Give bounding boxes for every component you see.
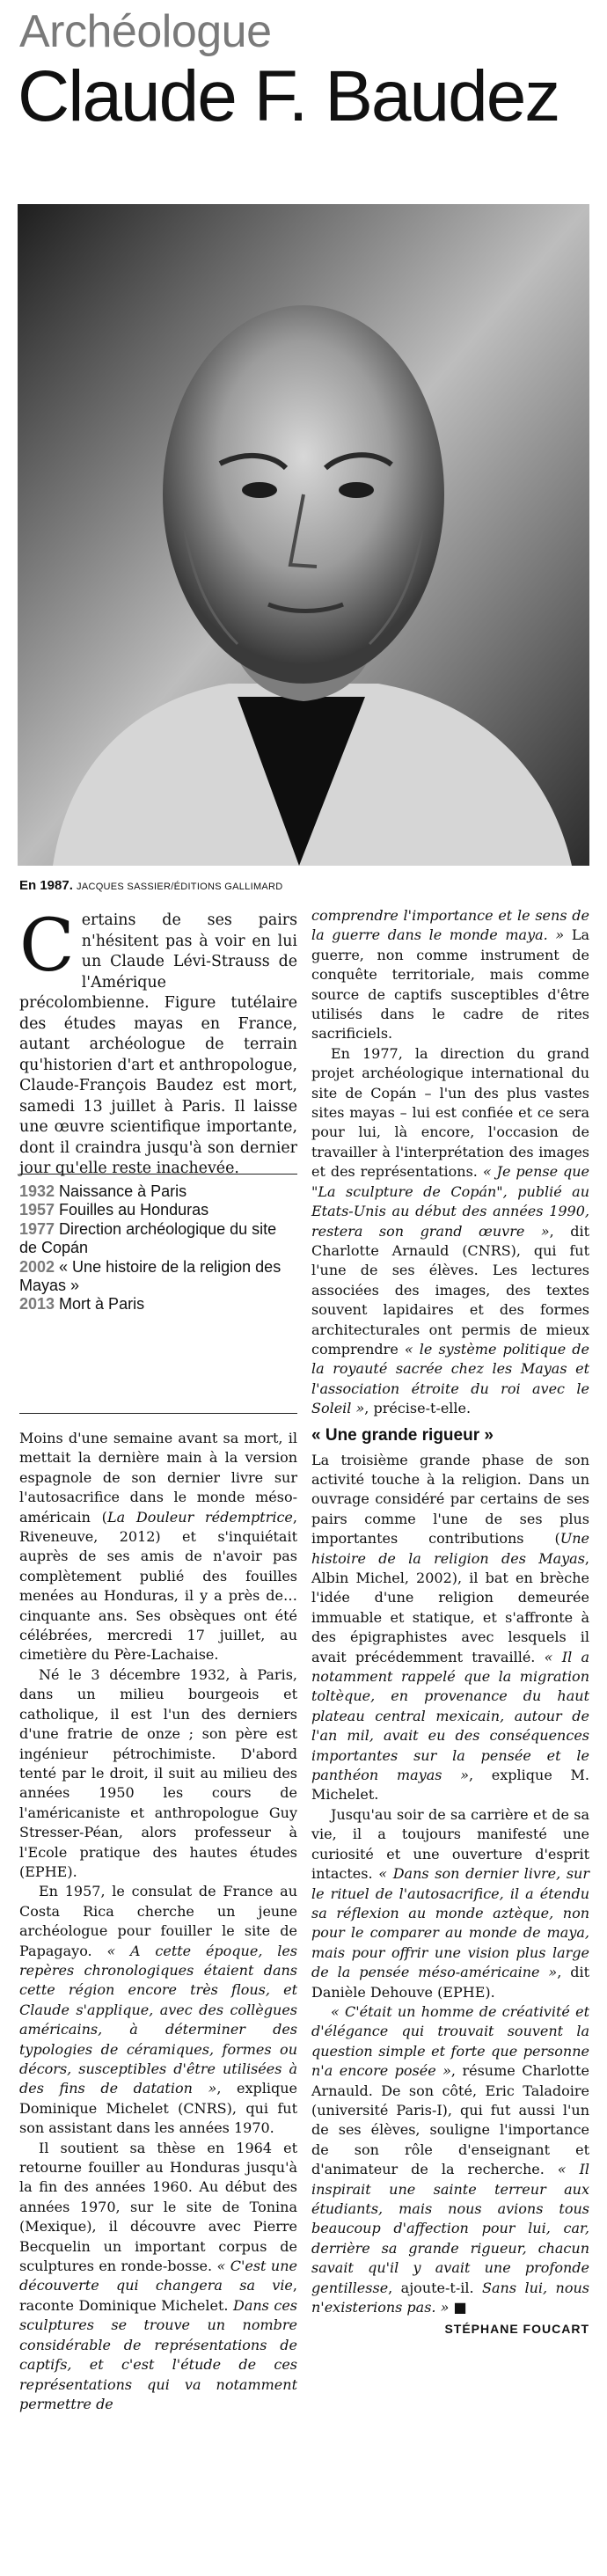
timeline-event: Naissance à Paris <box>55 1182 187 1200</box>
body-paragraph: Moins d'une semaine avant sa mort, il mettait la dernière main à la version espagnole de son dernier livre sur l'autosacrifice dans le monde méso-américain (La Douleur rédemptrice, Riveneuve, 2012) et s'inquiétait auprès de ses amis de n'avoir pas complètement publié des fouilles menées au Honduras, il y a près de… cinquante ans. Ses obsèques ont été célébrées, mercredi 17 juillet, au cimetière du Père-Lachaise. <box>19 1430 297 1664</box>
body-column-right <box>311 906 589 2339</box>
timeline <box>19 1182 297 1314</box>
subhead: « Une grande rigueur » <box>311 1425 494 1445</box>
kicker: Archéologue <box>19 6 272 57</box>
headline: Claude F. Baudez <box>18 56 559 136</box>
body-paragraph: En 1957, le consulat de France au Costa Rica cherche un jeune archéologue pour fouiller le site de Papagayo. « A cette époque, les repères chronologiques étaient dans cette région encore très flous, et Claude s'applique, avec des collègues américains, à déterminer des typologies de céramiques, formes ou décors, susceptibles d'être utilisées à des fins de datation », explique Dominique Michelet (CNRS), qui fut son assistant dans les années 1970. <box>19 1883 297 2137</box>
timeline-event: Fouilles au Honduras <box>55 1201 209 1219</box>
timeline-top-rule <box>19 1174 297 1175</box>
body-paragraph: La troisième grande phase de son activité touche à la religion. Dans un ouvrage considéré par certains de ses pairs comme l'une de ses plus importantes contributions (Une histoire de la religion des Mayas, Albin Michel, 2002), il bat en brèche l'idée d'une religion demeurée immuable et statique, et s'affronte à des épigraphistes avec lesquels il avait précédemment travaillé. « Il a notamment rappelé que la migration toltèque, en provenance du haut plateau central mexicain, autour de l'an mil, avait eu des conséquences importantes sur la pensée et le panthéon mayas », explique M. Michelet. <box>311 1451 590 1804</box>
timeline-entry <box>19 1295 297 1314</box>
body-paragraph: comprendre l'importance et le sens de la guerre dans le monde maya. » La guerre, non comme instrument de conquête territoriale, mais comme source de captifs susceptibles d'être utilisés dans le cadre de rites sacrificiels. <box>311 907 589 1043</box>
timeline-year: 1977 <box>19 1219 55 1238</box>
drop-cap: C <box>19 904 75 988</box>
body-paragraph: Jusqu'au soir de sa carrière et de sa vie, il a toujours manifesté une curiosité et une ouverture d'esprit intactes. « Dans son dernier livre, sur le rituel de l'autosacrifice, il a étendu sa réflexion au monde aztèque, non pour le comparer au monde de maya, mais pour offrir une vision plus large de la pensée méso-américaine », dit Danièle Dehouve (EPHE). <box>311 1805 589 2001</box>
body-right-part-a <box>311 906 589 1419</box>
body-column-left <box>19 1429 297 2414</box>
author-signature: STÉPHANE FOUCART <box>444 2322 589 2337</box>
body-paragraph: « C'était un homme de créativité et d'élégance qui trouvait souvent la question simple et forte que personne n'a encore posée », résume Charlotte Arnauld. De son côté, Eric Taladoire (université Paris-I), qui fut aussi l'un de ses élèves, souligne l'importance de son rôle d'enseignant et d'animateur de la recherche. « Il inspirait une sainte terreur aux étudiants, mais nous avions tous beaucoup d'affection pour lui, car, derrière sa grande rigueur, chacun savait qu'il y avait une profonde gentillesse, ajoute-t-il. Sans lui, nous n'existerions pas. » ■ <box>311 2002 590 2316</box>
timeline-year: 2013 <box>19 1295 55 1314</box>
timeline-year: 1957 <box>19 1201 55 1219</box>
photo-caption <box>19 878 591 893</box>
lead-paragraph <box>19 904 297 1180</box>
timeline-event: « Une histoire de la religion des Mayas » <box>19 1257 282 1295</box>
timeline-event: Direction archéologique du site de Copán <box>19 1219 277 1257</box>
lead-text: ertains de ses pairs n'hésitent pas à voir en lui un Claude Lévi-Strauss de l'Amérique précolombienne. Figure tutélaire des études mayas en France, autant archéologue de terrain qu'historien d'art et anthropologue, Claude-François Baudez est mort, samedi 13 juillet à Paris. Il laisse une œuvre scientifique importante, dont il craindra jusqu'à son dernier jour qu'elle reste inachevée. <box>19 911 297 1177</box>
timeline-bottom-rule <box>19 1413 297 1414</box>
timeline-entry <box>19 1201 297 1219</box>
timeline-entry <box>19 1258 297 1296</box>
body-paragraph: Il soutient sa thèse en 1964 et retourne fouiller au Honduras jusqu'à la fin des années 1960. Au début des années 1970, sur le site de Tonina (Mexique), il découvre avec Pierre Becquelin un important corpus de sculptures en ronde-bosse. « C'est une découverte qui changera sa vie, raconte Dominique Michelet. Dans ces sculptures se trouve un nombre considérable de représentations de captifs, et c'est l'étude de ces représentations qui va notamment permettre de <box>19 2139 297 2412</box>
caption-date: En 1987. <box>19 878 73 893</box>
timeline-entry <box>19 1182 297 1201</box>
timeline-entry <box>19 1220 297 1258</box>
timeline-event: Mort à Paris <box>55 1295 145 1314</box>
body-paragraph: En 1977, la direction du grand projet archéologique international du site de Copán – l'un des plus vastes sites mayas – lui est confiée et ce sera pour lui, là encore, l'occasion de travailler à l'interprétation des images et des représentations. « Je pense que "La sculpture de Copán", publié au Etats-Unis au début des années 1990, restera son grand œuvre », dit Charlotte Arnauld (CNRS), qui fut l'une de ses élèves. Les lectures associées des images, des textes souvent lapidaires et des formes architecturales ont permis de mieux comprendre « le système politique de la royauté sacrée chez les Mayas et l'association étroite du roi avec le Soleil », précise-t-elle. <box>311 1044 590 1417</box>
body-right-part-b <box>311 1451 589 2318</box>
timeline-year: 2002 <box>19 1257 55 1276</box>
timeline-year: 1932 <box>19 1182 55 1200</box>
portrait-photo <box>18 204 589 866</box>
body-paragraph: Né le 3 décembre 1932, à Paris, dans un milieu bourgeois et catholique, il est l'un des derniers d'une fratrie de onze ; son père est ingénieur pétrochimiste. D'abord tenté par le droit, il suit au milieu des années 1950 les cours de l'américaniste et anthropologue Guy Stresser-Péan, alors professeur à l'Ecole pratique des hautes études (EPHE). <box>19 1665 297 1880</box>
caption-credit: JACQUES SASSIER/ÉDITIONS GALLIMARD <box>77 882 283 892</box>
